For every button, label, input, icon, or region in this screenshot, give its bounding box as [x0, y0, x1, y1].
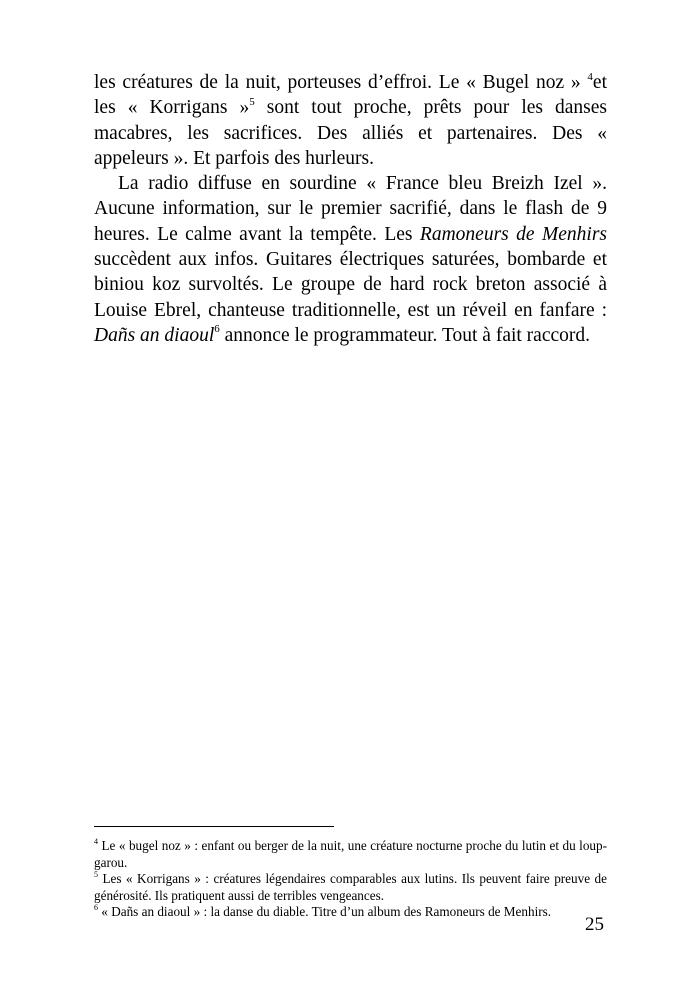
footnote-ref-4: 4	[587, 70, 593, 83]
footnote-ref-6: 6	[214, 323, 220, 336]
footnote-5	[94, 871, 607, 904]
paragraph-2-part-c: annonce le programmateur. Tout à fait raccord.	[219, 324, 591, 346]
footnote-5-number: 5	[94, 869, 98, 879]
footnote-separator	[94, 826, 334, 827]
paragraph-2	[94, 171, 607, 348]
paragraph-1-part-b: et les « Korrigans »	[94, 72, 607, 119]
band-name-italic: Ramoneurs de Menhirs	[419, 223, 607, 245]
footnote-5-text: Les « Korrigans » : créatures légendaires comparables aux lutins. Ils peuvent faire preuve de générosité. Ils pratiquent aussi de terribles vengeances.	[94, 871, 607, 903]
footnote-6-text: « Dañs an diaoul » : la danse du diable. Titre d’un album des Ramoneurs de Menhirs.	[98, 904, 552, 919]
page-number: 25	[585, 914, 604, 935]
paragraph-1-part-c: sont tout proche, prêts pour les danses macabres, les sacrifices. Des alliés et partenaires. Des « appeleurs ». Et parfois des hurleurs.	[94, 97, 607, 169]
footnote-ref-5: 5	[249, 95, 255, 108]
song-title-italic: Dañs an diaoul	[94, 324, 215, 346]
paragraph-1-part-a: les créatures de la nuit, porteuses d’effroi. Le « Bugel noz »	[94, 72, 588, 93]
footnote-6-number: 6	[94, 902, 98, 912]
paragraph-2-part-a: La radio diffuse en sourdine « France bleu Breizh Izel ». Aucune information, sur le premier sacrifié, dans le flash de 9 heures. Le calme avant la tempête. Les	[94, 173, 607, 245]
footnotes	[94, 838, 607, 921]
footnote-4-text: Le « bugel noz » : enfant ou berger de la nuit, une créature nocturne proche du lutin et du loup-garou.	[94, 838, 607, 870]
footnote-6	[94, 904, 607, 921]
body-text	[94, 70, 607, 348]
paragraph-1	[94, 70, 607, 171]
footnote-4	[94, 838, 607, 871]
footnote-4-number: 4	[94, 836, 98, 846]
paragraph-2-part-b: succèdent aux infos. Guitares électriques saturées, bombarde et biniou koz survoltés. Le groupe de hard rock breton associé à Louise Ebrel, chanteuse traditionnelle, est un réveil en fanfare :	[94, 249, 607, 321]
